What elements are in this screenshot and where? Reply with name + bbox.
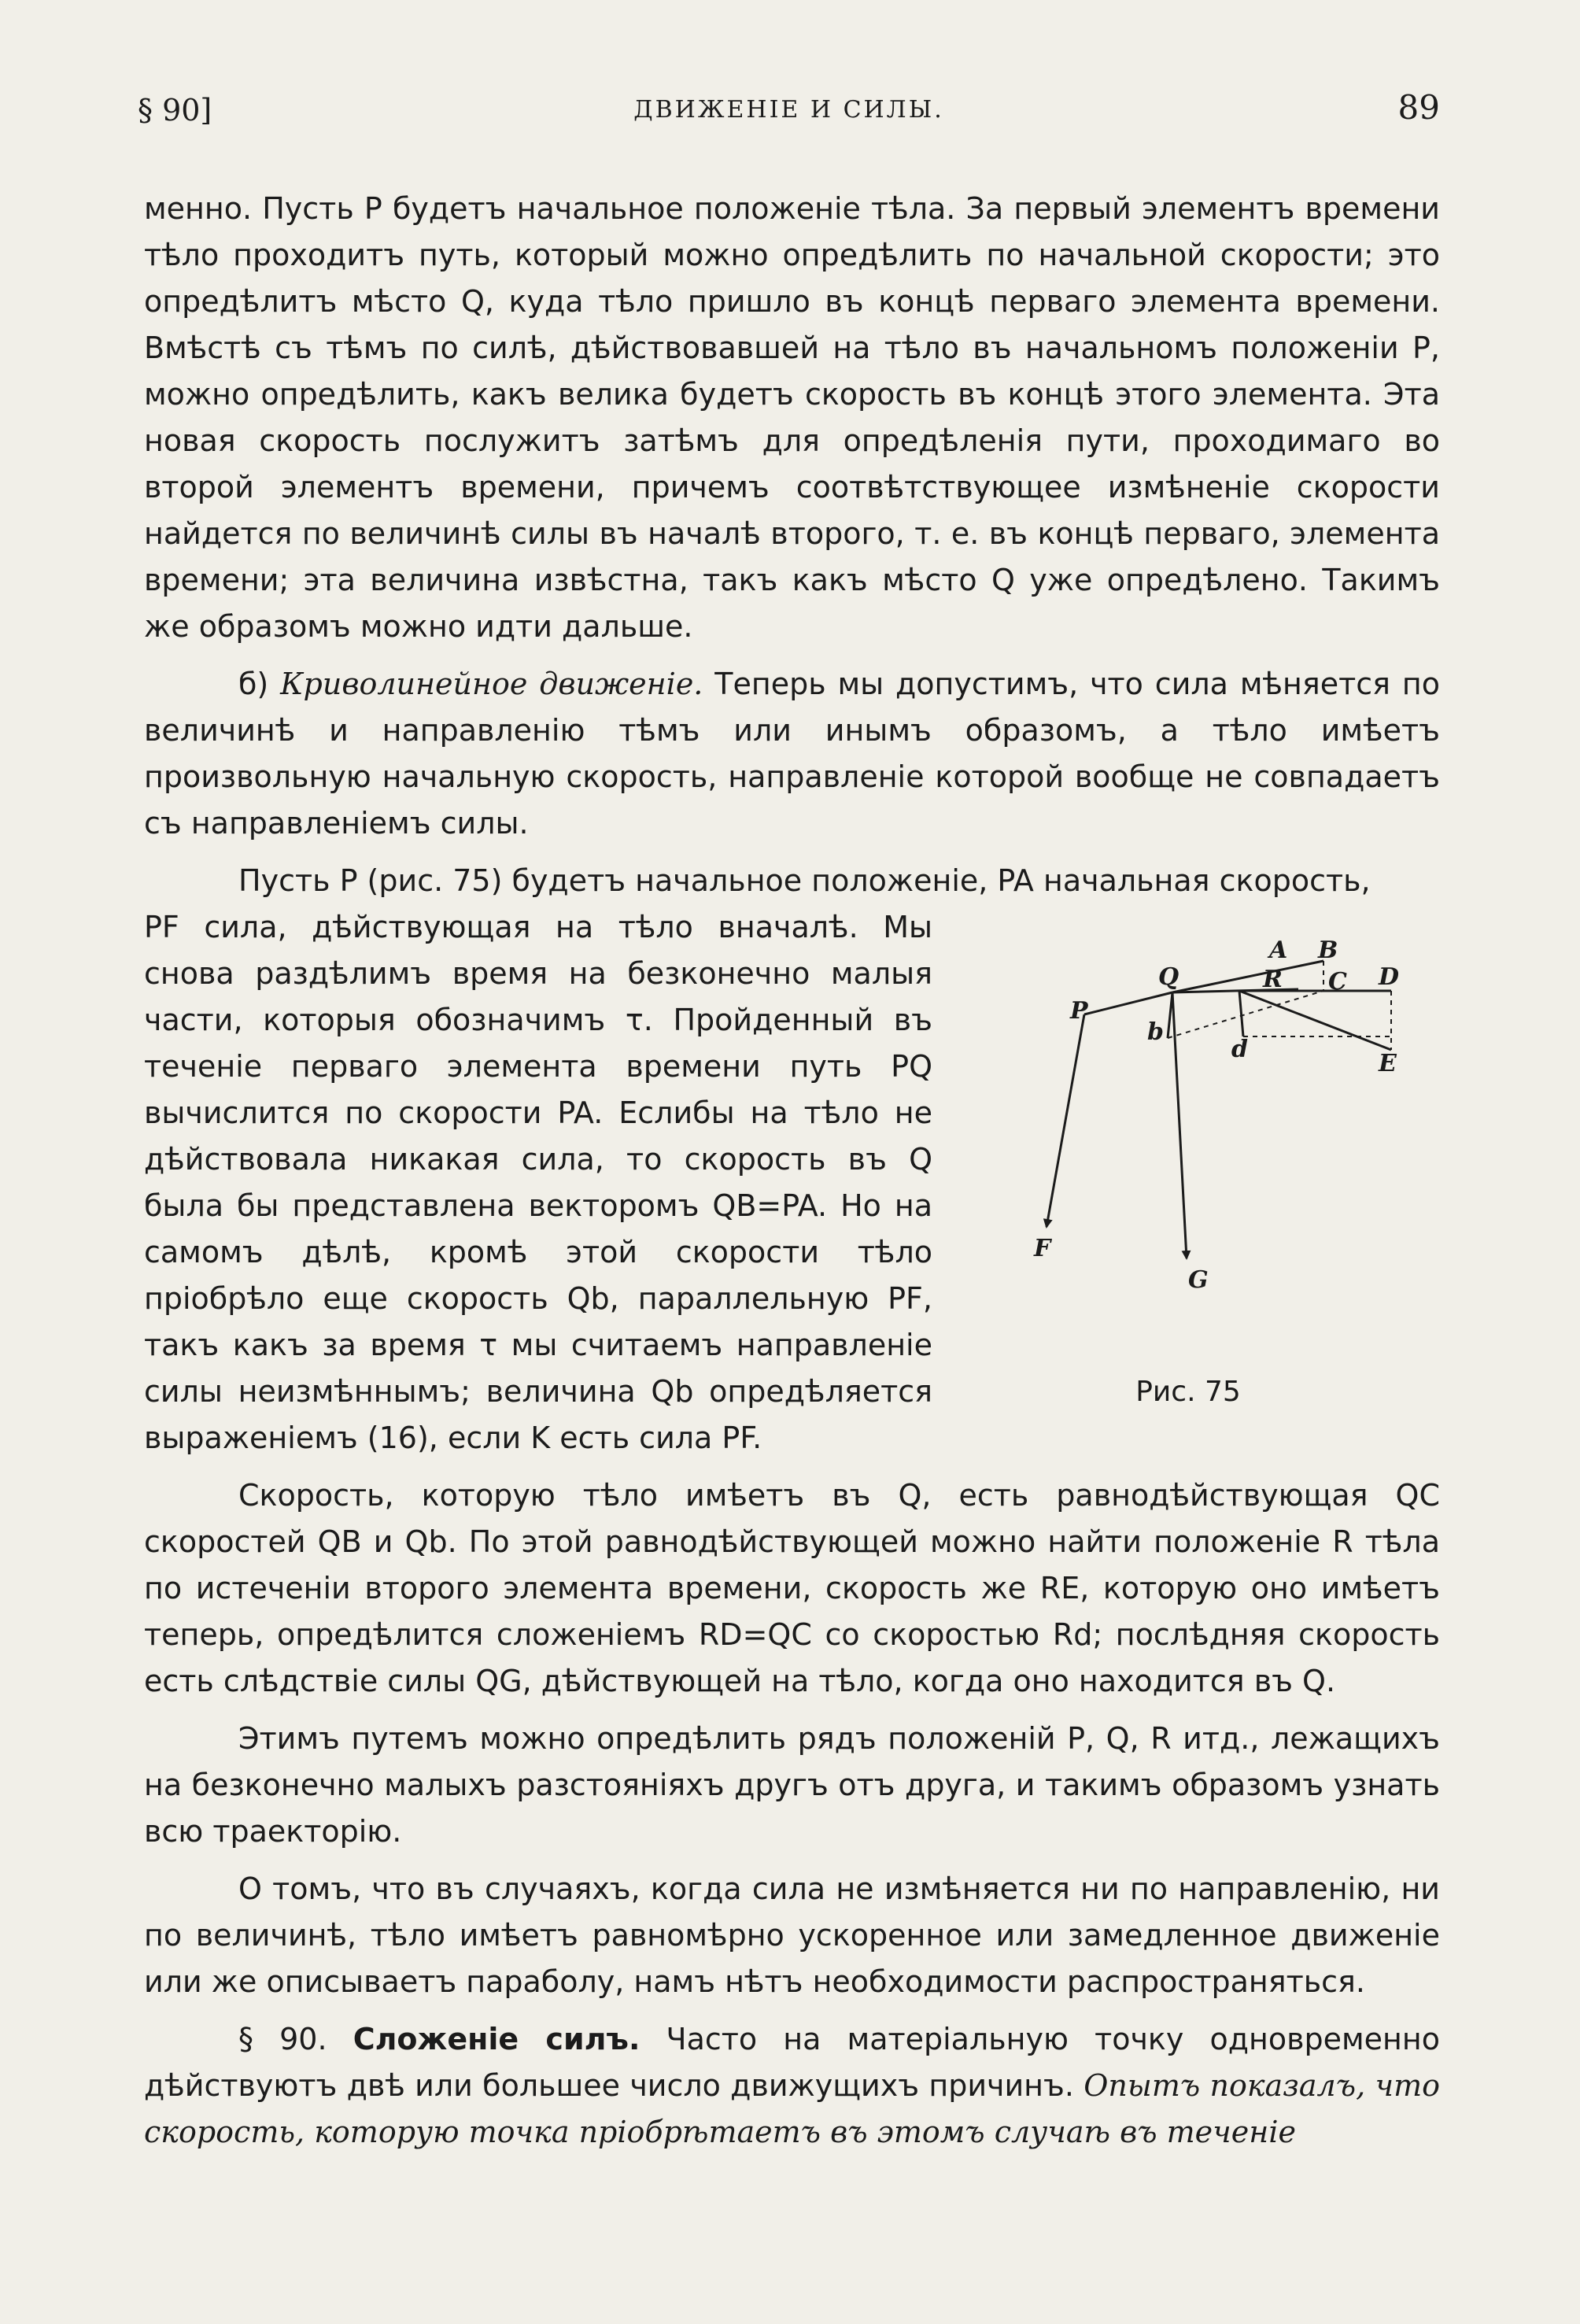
label-p: P bbox=[1070, 997, 1088, 1025]
paragraph-7 bbox=[144, 2016, 1440, 2156]
page-body bbox=[144, 186, 1440, 2156]
velocity-re bbox=[1239, 991, 1391, 1050]
paragraph-2 bbox=[144, 661, 1440, 847]
figure-caption: Рис. 75 bbox=[1135, 1376, 1241, 1408]
force-qg-arrow bbox=[1172, 992, 1187, 1258]
paragraph-4: Скорость, которую тѣло имѣетъ въ Q, есть равнодѣйствующая QC скоростей QB и Qb. По этой равнодѣйствующей можно найти положеніе R тѣла по истеченіи второго элемента времени, скорость же RE, которую оно имѣетъ теперь, опредѣлится сложеніемъ RD=QC со скоростью Rd; послѣдняя скорость есть слѣдствіе силы QG, дѣйствующей на тѣло, когда оно находится въ Q. bbox=[144, 1478, 1440, 1698]
paragraph-1: менно. Пусть P будетъ начальное положеніе тѣла. За первый элементъ времени тѣло проходитъ путь, который можно опредѣлить по начальной скорости; это опредѣлитъ мѣсто Q, куда тѣло пришло въ концѣ перваго элемента времени. Вмѣстѣ съ тѣмъ по силѣ, дѣйствовавшей на тѣло въ начальномъ положеніи P, можно опредѣлить, какъ велика будетъ скорость въ концѣ этого элемента. Эта новая скорость послужитъ затѣмъ для опредѣленія пути, проходимаго во второй элементъ времени, причемъ соотвѣтствующее измѣненіе скорости найдется по величинѣ силы въ началѣ второго, т. е. въ концѣ перваго, элемента времени; эта величина извѣстна, такъ какъ мѣсто Q уже опредѣлено. Такимъ же образомъ можно идти дальше. bbox=[144, 191, 1440, 644]
figure-75-diagram bbox=[968, 904, 1440, 1369]
paragraph-5: Этимъ путемъ можно опредѣлить рядъ положеній P, Q, R итд., лежащихъ на безконечно малыхъ разстояніяхъ другъ отъ друга, и такимъ образомъ узнать всю траекторію. bbox=[144, 1721, 1440, 1849]
section-90-number: § 90. bbox=[238, 2022, 353, 2056]
paragraph-2-heading: Криволинейное движеніе. bbox=[280, 667, 703, 701]
figure-75 bbox=[968, 904, 1440, 1447]
page-number: 89 bbox=[1397, 88, 1440, 127]
paragraph-2-text: Теперь мы допустимъ, что сила мѣняется по величинѣ и направленію тѣмъ или инымъ образомъ, а тѣло имѣетъ произвольную начальную скорость, направленіе которой вообще не совпадаетъ съ направленіемъ силы. bbox=[144, 667, 1440, 841]
force-pf-arrow bbox=[1047, 1014, 1084, 1227]
section-90-heading: Сложеніе силъ. bbox=[353, 2022, 640, 2056]
label-r: R bbox=[1263, 966, 1283, 993]
paragraph-7-italic: Опытъ показалъ, что скорость, которую точка пріобрѣтаетъ въ этомъ случаѣ въ теченіе bbox=[144, 2068, 1440, 2149]
running-title: ДВИЖЕНІЕ И СИЛЫ. bbox=[633, 96, 944, 124]
paragraph-3-first-line: Пусть P (рис. 75) будетъ начальное положеніе, PA начальная скорость, bbox=[238, 863, 1371, 898]
velocity-rd-small bbox=[1239, 991, 1243, 1036]
label-g: G bbox=[1188, 1266, 1209, 1294]
paragraph-6: О томъ, что въ случаяхъ, когда сила не измѣняется ни по направленію, ни по величинѣ, тѣло имѣетъ равномѣрно ускоренное или замедленное движеніе или же описываетъ параболу, намъ нѣтъ необходимости распространяться. bbox=[144, 1871, 1440, 1999]
label-b-upper: B bbox=[1318, 937, 1338, 964]
label-d-upper: D bbox=[1379, 963, 1400, 991]
label-e: E bbox=[1379, 1050, 1397, 1077]
section-reference: § 90] bbox=[138, 93, 212, 127]
running-header bbox=[138, 88, 1440, 140]
path-pq bbox=[1084, 992, 1172, 1014]
paragraph-3: PF сила, дѣйствующая на тѣло вначалѣ. Мы снова раздѣлимъ время на безконечно малыя части, которыя обозначимъ τ. Пройденный въ теченіе перваго элемента времени путь PQ вычислится по скорости PA. Еслибы на тѣло не дѣйствовала никакая сила, то скорость въ Q была бы представлена векторомъ QB=PA. Но на самомъ дѣлѣ, кромѣ этой скорости тѣло пріобрѣло еще скорость Qb, параллельную PF, такъ какъ за время τ мы считаемъ направленіе силы неизмѣннымъ; величина Qb опредѣляется выраженіемъ (16), если K есть сила PF. bbox=[144, 910, 932, 1455]
paragraph-7-text: Часто на матеріальную точку одновременно дѣйствуютъ двѣ или большее число движущихъ причинъ. bbox=[144, 2022, 1440, 2103]
label-b-lower: b bbox=[1147, 1018, 1164, 1046]
velocity-qb bbox=[1172, 961, 1323, 992]
label-q: Q bbox=[1158, 963, 1179, 991]
paragraph-2-lead: б) bbox=[238, 667, 281, 701]
label-c: C bbox=[1328, 968, 1347, 996]
label-f: F bbox=[1034, 1235, 1051, 1262]
label-a: A bbox=[1269, 937, 1288, 964]
label-d-lower: d bbox=[1231, 1036, 1248, 1063]
